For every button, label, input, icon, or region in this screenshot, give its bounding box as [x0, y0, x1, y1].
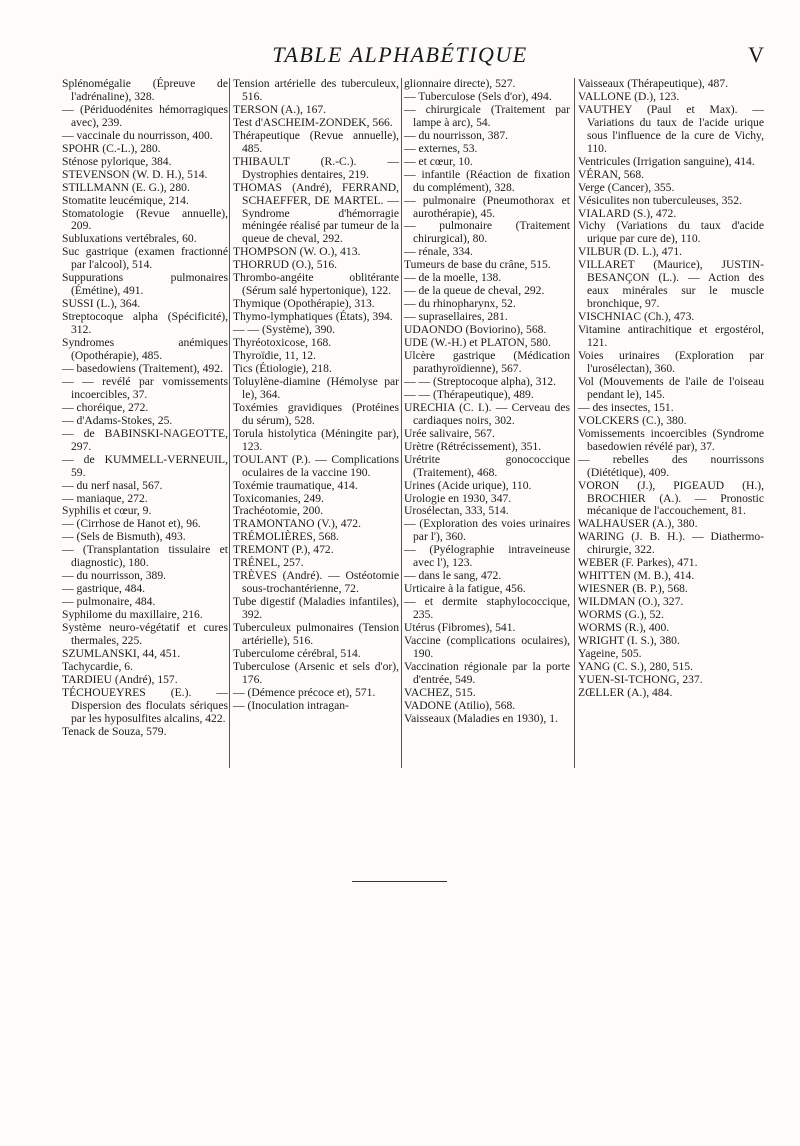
index-entry: Vaccine (complications oculaires), 190.	[404, 633, 570, 660]
index-entry: TRAMONTANO (V.), 472.	[233, 517, 361, 531]
index-entry: Tuberculome cérébral, 514.	[233, 646, 361, 660]
index-entry: — rénale, 334.	[404, 245, 473, 259]
index-entry: Urticaire à la fatigue, 456.	[404, 582, 526, 596]
index-entry: YUEN-SI-TCHONG, 237.	[578, 672, 703, 686]
index-entry: Toxicomanies, 249.	[233, 491, 324, 505]
index-entry: Utérus (Fibromes), 541.	[404, 621, 516, 635]
index-entry: Toxémie traumatique, 414.	[233, 478, 358, 492]
index-entry: Urètre (Rétrécissement), 351.	[404, 439, 542, 453]
index-entry: Verge (Cancer), 355.	[578, 180, 675, 194]
index-entry: Tachycardie, 6.	[62, 659, 133, 673]
index-entry: — Tuberculose (Sels d'or), 494.	[404, 89, 552, 103]
index-entry: — (Inoculation intragan-	[233, 698, 349, 712]
index-entry: Stomatologie (Revue annuelle), 209.	[62, 206, 228, 233]
index-entry: ZŒLLER (A.), 484.	[578, 685, 673, 699]
index-entry: — choréique, 272.	[62, 400, 149, 414]
index-entry: UDAONDO (Boviorino), 568.	[404, 323, 547, 337]
index-entry: STILLMANN (E. G.), 280.	[62, 180, 190, 194]
index-entry: TOULANT (P.). — Complications oculaires de la vaccine 190.	[233, 452, 399, 479]
index-entry: — du rhinopharynx, 52.	[404, 297, 516, 311]
index-entry: — suprasellaires, 281.	[404, 310, 508, 324]
index-entry: Vol (Mouvements de l'aile de l'oiseau pendant le), 145.	[578, 374, 764, 401]
index-entry: TÉCHOUEYRES (E.). — Dispersion des floculats sériques par les hyposulfites alcalins, 422.	[62, 685, 228, 725]
index-entry: Sténose pylorique, 384.	[62, 154, 172, 168]
index-entry: Tenack de Souza, 579.	[62, 724, 167, 738]
index-entry: — du nourrisson, 389.	[62, 569, 167, 583]
index-entry: — (Périduodénites hémorragiques avec), 239.	[62, 102, 228, 129]
index-entry: TARDIEU (André), 157.	[62, 672, 178, 686]
index-entry: — (Sels de Bismuth), 493.	[62, 530, 186, 544]
index-entry: Stomatite leucémique, 214.	[62, 193, 189, 207]
index-entry: Vitamine antirachitique et ergostérol, 121.	[578, 323, 764, 350]
index-entry: Ulcère gastrique (Médication parathyroïdienne), 567.	[404, 349, 570, 375]
index-entry: WALHAUSER (A.), 380.	[578, 517, 698, 531]
index-entry: VAUTHEY (Paul et Max). — Variations du taux de l'acide urique sous l'influence de la cure de Vichy, 110.	[578, 102, 764, 155]
index-entry: — pulmonaire, 484.	[62, 595, 156, 609]
index-entry: Thyréotoxicose, 168.	[233, 336, 332, 350]
column-divider	[229, 78, 230, 768]
index-entry: — pulmonaire (Pneumothorax et aurothérapie), 45.	[404, 193, 570, 220]
index-entry: — d'Adams-Stokes, 25.	[62, 413, 173, 427]
index-entry: SZUMLANSKI, 44, 451.	[62, 646, 181, 660]
index-entry: Système neuro-végétatif et cures thermales, 225.	[62, 621, 228, 647]
index-entry: URECHIA (C. I.). — Cerveau des cardiaques noirs, 302.	[404, 400, 570, 427]
index-entry: Thrombo-angéite oblitérante (Sérum salé hypertonique), 122.	[233, 271, 399, 298]
index-entry: VILBUR (D. L.), 471.	[578, 245, 683, 259]
index-entry: Urosélectan, 333, 514.	[404, 504, 509, 518]
index-entry: Tuberculose (Arsenic et sels d'or), 176.	[233, 659, 399, 686]
index-entry: THOMAS (André), FERRAND, SCHAEFFER, DE MARTEL. — Syndrome d'hémorragie méningée réalisé par tumeur de la queue de cheval, 292.	[233, 180, 399, 246]
index-entry: SPOHR (C.-L.), 280.	[62, 141, 161, 155]
index-entry: Ventricules (Irrigation sanguine), 414.	[578, 154, 755, 168]
index-entry: — et dermite staphylococcique, 235.	[404, 595, 570, 622]
index-column-4	[578, 78, 764, 700]
index-entry: Vaccination régionale par la porte d'entrée, 549.	[404, 659, 570, 686]
index-entry: — et cœur, 10.	[404, 154, 473, 168]
index-entry: WRIGHT (I. S.), 380.	[578, 633, 680, 647]
index-entry: WHITTEN (M. B.), 414.	[578, 569, 695, 583]
index-entry: — (Démence précoce et), 571.	[233, 685, 376, 699]
index-column-1	[62, 78, 228, 739]
index-entry: Tics (Étiologie), 218.	[233, 361, 332, 375]
index-entry: — du nourrisson, 387.	[404, 128, 509, 142]
index-entry: Tension artérielle des tuberculeux, 516.	[233, 77, 399, 103]
index-entry: VOLCKERS (C.), 380.	[578, 413, 687, 427]
index-entry: — de BABINSKI-NAGEOTTE, 297.	[62, 426, 228, 453]
index-entry: Vaisseaux (Maladies en 1930), 1.	[404, 711, 558, 725]
index-entry: Thyroïdie, 11, 12.	[233, 349, 316, 363]
index-entry: SUSSI (L.), 364.	[62, 297, 141, 311]
index-entry: — gastrique, 484.	[62, 582, 146, 596]
index-entry: — maniaque, 272.	[62, 491, 148, 505]
index-entry: VILLARET (Maurice), JUSTIN-BESANÇON (L.). — Action des eaux minérales sur le muscle bronchique, 97.	[578, 258, 764, 311]
index-entry: Voies urinaires (Exploration par l'urosélectan), 360.	[578, 349, 764, 375]
index-entry: VALLONE (D.), 123.	[578, 89, 680, 103]
index-entry: Syndromes anémiques (Opothérapie), 485.	[62, 336, 228, 363]
index-entry: WARING (J. B. H.). — Diathermo-chirurgie, 322.	[578, 530, 764, 557]
index-entry: Suc gastrique (examen fractionné par l'alcool), 514.	[62, 245, 228, 272]
index-entry: — (Pyélographie intraveineuse avec l'), 123.	[404, 543, 570, 570]
end-rule	[352, 881, 447, 882]
index-entry: — — (Thérapeutique), 489.	[404, 387, 534, 401]
index-entry: VADONE (Atilio), 568.	[404, 698, 516, 712]
index-entry: — — (Streptocoque alpha), 312.	[404, 374, 556, 388]
index-entry: — (Exploration des voies urinaires par l'), 360.	[404, 517, 570, 544]
index-entry: VISCHNIAC (Ch.), 473.	[578, 310, 695, 324]
index-entry: glionnaire directe), 527.	[404, 77, 516, 90]
index-entry: VIALARD (S.), 472.	[578, 206, 677, 220]
index-entry: — pulmonaire (Traitement chirurgical), 80.	[404, 219, 570, 246]
index-entry: WILDMAN (O.), 327.	[578, 595, 684, 609]
index-entry: TRÉNEL, 257.	[233, 556, 304, 570]
index-entry: Tube digestif (Maladies infantiles), 392.	[233, 595, 399, 622]
index-entry: Urétrite gonococcique (Traitement), 468.	[404, 452, 570, 479]
index-column-3	[404, 78, 570, 726]
index-entry: — (Cirrhose de Hanot et), 96.	[62, 517, 201, 531]
index-entry: Splénomégalie (Épreuve de l'adrénaline), 328.	[62, 77, 228, 103]
index-entry: — externes, 53.	[404, 141, 478, 155]
index-entry: Tumeurs de base du crâne, 515.	[404, 258, 551, 272]
index-entry: Vaisseaux (Thérapeutique), 487.	[578, 77, 729, 90]
index-entry: — des insectes, 151.	[578, 400, 674, 414]
index-entry: WIESNER (B. P.), 568.	[578, 582, 688, 596]
column-divider	[401, 78, 402, 768]
index-entry: — (Transplantation tissulaire et diagnostic), 180.	[62, 543, 228, 570]
index-entry: STEVENSON (W. D. H.), 514.	[62, 167, 208, 181]
index-entry: YANG (C. S.), 280, 515.	[578, 659, 693, 673]
index-column-2	[233, 78, 399, 713]
index-entry: TRÈVES (André). — Ostéotomie sous-trochantérienne, 72.	[233, 569, 399, 596]
index-entry: Torula histolytica (Méningite par), 123.	[233, 426, 399, 453]
index-entry: — du nerf nasal, 567.	[62, 478, 163, 492]
index-entry: WORMS (G.), 52.	[578, 608, 664, 622]
index-entry: THIBAULT (R.-C.). — Dystrophies dentaires, 219.	[233, 154, 399, 181]
index-entry: Urologie en 1930, 347.	[404, 491, 512, 505]
index-entry: Vomissements incoercibles (Syndrome basedowien révélé par), 37.	[578, 426, 764, 453]
index-entry: Toluylène-diamine (Hémolyse par le), 364.	[233, 374, 399, 401]
index-entry: WEBER (F. Parkes), 471.	[578, 556, 698, 570]
index-entry: — vaccinale du nourrisson, 400.	[62, 128, 213, 142]
index-entry: Vésiculites non tuberculeuses, 352.	[578, 193, 742, 207]
index-entry: Toxémies gravidiques (Protéines du sérum), 528.	[233, 400, 399, 427]
index-entry: — de KUMMELL-VERNEUIL, 59.	[62, 452, 228, 479]
index-entry: Thymique (Opothérapie), 313.	[233, 297, 375, 311]
index-entry: Streptocoque alpha (Spécificité), 312.	[62, 310, 228, 337]
page-title: TABLE ALPHABÉTIQUE	[272, 42, 528, 67]
index-entry: Test d'ASCHEIM-ZONDEK, 566.	[233, 115, 393, 129]
column-divider	[574, 78, 575, 768]
index-entry: VORON (J.), PIGEAUD (H.), BROCHIER (A.). — Pronostic mécanique de l'accouchement, 81.	[578, 478, 764, 518]
index-entry: Yageine, 505.	[578, 646, 642, 660]
index-entry: Urines (Acide urique), 110.	[404, 478, 532, 492]
index-entry: Syphilis et cœur, 9.	[62, 504, 152, 518]
index-entry: — chirurgicale (Traitement par lampe à arc), 54.	[404, 102, 570, 129]
index-entry: TREMONT (P.), 472.	[233, 543, 334, 557]
index-entry: VÉRAN, 568.	[578, 167, 645, 181]
index-entry: Suppurations pulmonaires (Émétine), 491.	[62, 271, 228, 298]
index-entry: UDE (W.-H.) et PLATON, 580.	[404, 336, 551, 350]
index-entry: TRÉMOLIÈRES, 568.	[233, 530, 339, 544]
index-entry: Tuberculeux pulmonaires (Tension artérielle), 516.	[233, 621, 399, 647]
index-entry: Vichy (Variations du taux d'acide urique par cure de), 110.	[578, 219, 764, 246]
index-entry: WORMS (R.), 400.	[578, 621, 670, 635]
page-number: V	[748, 42, 764, 67]
index-entry: — infantile (Réaction de fixation du complément), 328.	[404, 167, 570, 194]
index-entry: — — (Système), 390.	[233, 323, 336, 337]
index-entry: Thérapeutique (Revue annuelle), 485.	[233, 128, 399, 155]
index-entry: THORRUD (O.), 516.	[233, 258, 338, 272]
page-header	[0, 42, 800, 72]
index-entry: — rebelles des nourrissons (Diététique), 409.	[578, 452, 764, 479]
index-entry: — de la moelle, 138.	[404, 271, 502, 285]
index-entry: Thymo-lymphatiques (États), 394.	[233, 310, 393, 324]
index-entry: — — revélé par vomissements incoercibles, 37.	[62, 374, 228, 401]
index-entry: VACHEZ, 515.	[404, 685, 476, 699]
index-entry: THOMPSON (W. O.), 413.	[233, 245, 361, 259]
index-entry: Subluxations vertébrales, 60.	[62, 232, 197, 246]
index-entry: Trachéotomie, 200.	[233, 504, 324, 518]
index-entry: Syphilome du maxillaire, 216.	[62, 608, 203, 622]
index-entry: — de la queue de cheval, 292.	[404, 284, 545, 298]
index-entry: — basedowiens (Traitement), 492.	[62, 361, 223, 375]
index-entry: TERSON (A.), 167.	[233, 102, 327, 116]
index-entry: — dans le sang, 472.	[404, 569, 502, 583]
index-entry: Urée salivaire, 567.	[404, 426, 495, 440]
